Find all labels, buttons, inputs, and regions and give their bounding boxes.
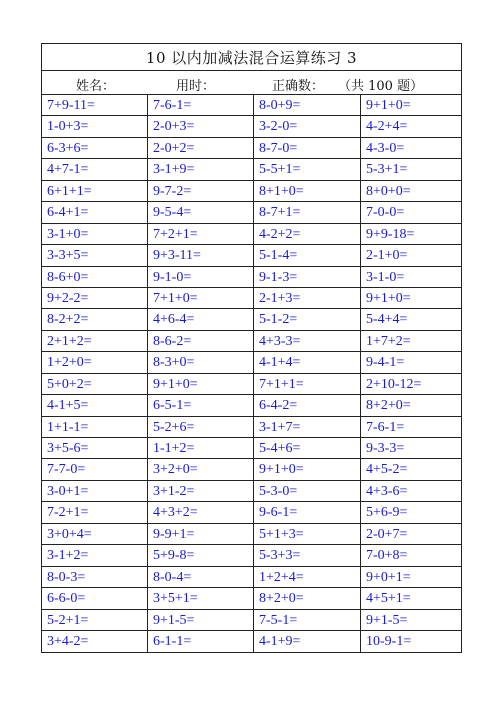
problem-cell: 2-1+0= (361, 245, 461, 266)
problem-cell: 4+6-4= (148, 309, 254, 330)
problem-cell: 9+1-5= (361, 610, 461, 631)
problem-cell: 3-0+1= (42, 481, 148, 502)
problem-cell: 3-3+5= (42, 245, 148, 266)
problem-cell: 4-1+9= (254, 631, 361, 652)
problem-cell: 9+1+0= (148, 374, 254, 395)
problem-cell: 5-3-0= (254, 481, 361, 502)
problem-cell: 3+5+1= (148, 588, 254, 609)
problem-cell: 7+1+0= (148, 288, 254, 309)
problem-cell: 7-0-0= (361, 202, 461, 223)
problem-cell: 1+2+0= (42, 352, 148, 373)
problem-cell: 8-7-0= (254, 138, 361, 159)
problem-cell: 2+1+2= (42, 331, 148, 352)
problem-cell: 5-1-2= (254, 309, 361, 330)
problem-cell: 1+1-1= (42, 417, 148, 438)
problem-cell: 9+1+0= (361, 95, 461, 116)
problem-cell: 5-3+1= (361, 159, 461, 180)
problem-cell: 5-5+1= (254, 159, 361, 180)
problem-cell: 7+9-11= (42, 95, 148, 116)
problem-cell: 3-2-0= (254, 116, 361, 137)
problem-cell: 3+2+0= (148, 459, 254, 480)
problem-cell: 5-2+6= (148, 417, 254, 438)
problem-cell: 3-1+9= (148, 159, 254, 180)
problem-cell: 5-3+3= (254, 545, 361, 566)
problem-cell: 1-0+3= (42, 116, 148, 137)
problem-cell: 4-2+2= (254, 224, 361, 245)
info-row (42, 71, 461, 95)
problem-cell: 9-7-2= (148, 181, 254, 202)
problem-cell: 9+2-2= (42, 288, 148, 309)
problem-cell: 3+0+4= (42, 524, 148, 545)
problem-cell: 5+0+2= (42, 374, 148, 395)
worksheet (41, 43, 462, 653)
problem-cell: 1-1+2= (148, 438, 254, 459)
problem-cell: 9-3-3= (361, 438, 461, 459)
problem-cell: 4-3-0= (361, 138, 461, 159)
problem-cell: 6-4-2= (254, 395, 361, 416)
problem-cell: 4+5+1= (361, 588, 461, 609)
problem-cell: 9+1-5= (148, 610, 254, 631)
problem-cell: 8-7+1= (254, 202, 361, 223)
problem-cell: 8-2+2= (42, 309, 148, 330)
problem-cell: 3-1+0= (42, 224, 148, 245)
problem-cell: 8-0-3= (42, 567, 148, 588)
problem-cell: 9+9-18= (361, 224, 461, 245)
problem-cell: 8-6+0= (42, 267, 148, 288)
problem-cell: 7+2+1= (148, 224, 254, 245)
problem-cell: 4+3-6= (361, 481, 461, 502)
problem-cell: 8-3+0= (148, 352, 254, 373)
problem-cell: 10-9-1= (366, 633, 412, 649)
problem-cell: 2-0+7= (361, 524, 461, 545)
problem-cell: 3+4-2= (42, 631, 148, 652)
problem-cell: 7-0+8= (361, 545, 461, 566)
problem-cell: 6-3+6= (42, 138, 148, 159)
problem-cell: 7-6-1= (148, 95, 254, 116)
problem-cell: 5+9-8= (148, 545, 254, 566)
problem-cell: 3-1+2= (42, 545, 148, 566)
name-label: 姓名： (76, 79, 116, 94)
problem-cell: 6-1-1= (148, 631, 254, 652)
problem-cell: 2-0+2= (148, 138, 254, 159)
total-count-label: （共 100 题） (338, 79, 424, 94)
problem-cell: 4+3-3= (254, 331, 361, 352)
problem-cell: 7-6-1= (361, 417, 461, 438)
time-label: 用时： (176, 79, 216, 94)
problem-cell: 6+1+1= (42, 181, 148, 202)
problem-cell: 8+1+0= (254, 181, 361, 202)
problem-cell: 4-1+4= (254, 352, 361, 373)
problem-cell: 9-4-1= (361, 352, 461, 373)
problem-cell: 9-1-0= (148, 267, 254, 288)
problem-cell: 8+2+0= (254, 588, 361, 609)
problem-cell: 2+10-12= (361, 374, 461, 395)
problem-cell: 7+1+1= (254, 374, 361, 395)
problem-cell: 7-2+1= (42, 502, 148, 523)
problem-cell: 3+5-6= (42, 438, 148, 459)
problem-cell: 2-1+3= (254, 288, 361, 309)
problem-cell: 9+0+1= (361, 567, 461, 588)
problem-cell: 5-2+1= (42, 610, 148, 631)
problem-cell: 9+3-11= (148, 245, 254, 266)
problem-cell: 9+1+0= (361, 288, 461, 309)
problem-cell: 3-1+7= (254, 417, 361, 438)
problem-cell: 5-4+4= (361, 309, 461, 330)
problem-cell: 8+0+0= (361, 181, 461, 202)
problem-cell: 5-4+6= (254, 438, 361, 459)
problem-cell: 6-6-0= (42, 588, 148, 609)
problem-cell: 8-6-2= (148, 331, 254, 352)
problem-cell: 5+1+3= (254, 524, 361, 545)
problem-cell: 9-1-3= (254, 267, 361, 288)
problem-cell: 1+7+2= (361, 331, 461, 352)
problem-cell: 8-0+9= (254, 95, 361, 116)
problem-cell: 7-7-0= (42, 459, 148, 480)
problem-cell: 2-0+3= (148, 116, 254, 137)
problem-cell: 3+1-2= (148, 481, 254, 502)
problem-cell: 4-2+4= (361, 116, 461, 137)
problem-cell: 9-6-1= (254, 502, 361, 523)
problem-cell: 4+7-1= (42, 159, 148, 180)
problem-cell: 6-5-1= (148, 395, 254, 416)
problem-cell: 8+2+0= (361, 395, 461, 416)
problem-cell: 7-5-1= (254, 610, 361, 631)
problem-cell: 4+3+2= (148, 502, 254, 523)
worksheet-title: 10 以内加减法混合运算练习 3 (42, 44, 461, 71)
problem-cell: 8-0-4= (148, 567, 254, 588)
problem-cell: 5+6-9= (361, 502, 461, 523)
problem-grid (42, 95, 461, 652)
problem-cell: 9+1+0= (254, 459, 361, 480)
problem-cell: 4+5-2= (361, 459, 461, 480)
problem-cell: 5-1-4= (254, 245, 361, 266)
problem-cell: 4-1+5= (42, 395, 148, 416)
problem-cell: 1+2+4= (254, 567, 361, 588)
problem-cell: 9-9+1= (148, 524, 254, 545)
problem-cell: 3-1-0= (361, 267, 461, 288)
problem-cell: 9-5-4= (148, 202, 254, 223)
problem-cell: 6-4+1= (42, 202, 148, 223)
correct-count-label: 正确数： (272, 79, 325, 94)
